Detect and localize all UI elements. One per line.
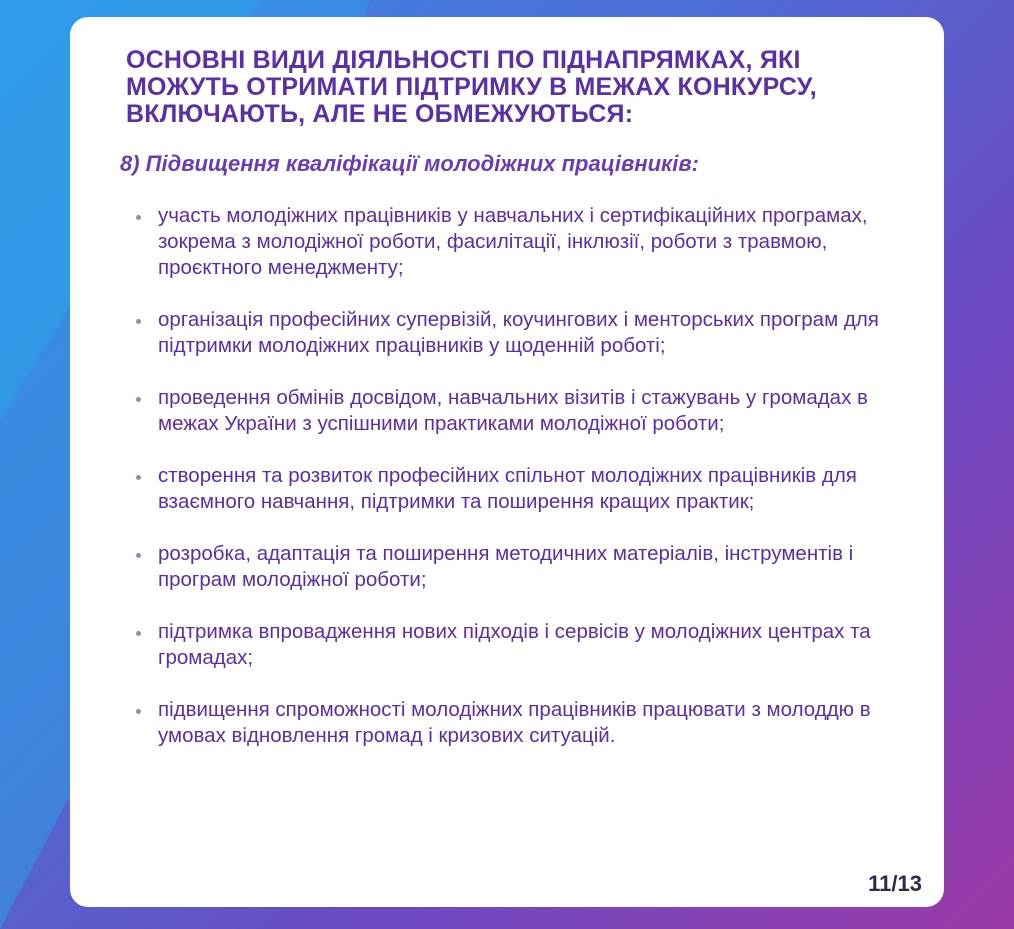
list-item-text: проведення обмінів досвідом, навчальних візитів і стажувань у громадах в межах України з успішними практиками молодіжної роботи; — [158, 386, 868, 435]
list-item-text: підтримка впровадження нових підходів і сервісів у молодіжних центрах та громадах; — [158, 620, 871, 669]
list-item — [132, 203, 928, 281]
list-item — [132, 697, 928, 749]
list-item — [132, 307, 928, 359]
list-item-text: створення та розвиток професійних спільнот молодіжних працівників для взаємного навчання, підтримки та поширення кращих практик; — [158, 464, 857, 513]
activity-list — [132, 203, 928, 775]
list-item — [132, 385, 928, 437]
section-subheading: 8) Підвищення кваліфікації молодіжних працівників: — [120, 151, 699, 176]
bullet-icon — [136, 475, 141, 480]
page-number: 11/13 — [868, 871, 922, 896]
bullet-icon — [136, 215, 141, 220]
bullet-icon — [136, 709, 141, 714]
list-item — [132, 463, 928, 515]
bullet-icon — [136, 631, 141, 636]
list-item — [132, 619, 928, 671]
list-item-text: розробка, адаптація та поширення методичних матеріалів, інструментів і програм молодіжної роботи; — [158, 542, 854, 591]
bullet-icon — [136, 553, 141, 558]
list-item-text: підвищення спроможності молодіжних працівників працювати з молоддю в умовах відновлення громад і кризових ситуацій. — [158, 698, 871, 747]
content-card — [70, 17, 944, 907]
list-item-text: організація професійних супервізій, коучингових і менторських програм для підтримки молодіжних працівників у щоденній роботі; — [158, 308, 879, 357]
bullet-icon — [136, 319, 141, 324]
page-heading: ОСНОВНІ ВИДИ ДІЯЛЬНОСТІ ПО ПІДНАПРЯМКАХ, ЯКІ МОЖУТЬ ОТРИМАТИ ПІДТРИМКУ В МЕЖАХ КОНКУРСУ, ВКЛЮЧАЮТЬ, АЛЕ НЕ ОБМЕЖУЮТЬСЯ: — [126, 46, 817, 128]
list-item — [132, 541, 928, 593]
list-item-text: участь молодіжних працівників у навчальних і сертифікаційних програмах, зокрема з молодіжної роботи, фасилітації, інклюзії, роботи з травмою, проєктного менеджменту; — [158, 204, 868, 279]
bullet-icon — [136, 397, 141, 402]
